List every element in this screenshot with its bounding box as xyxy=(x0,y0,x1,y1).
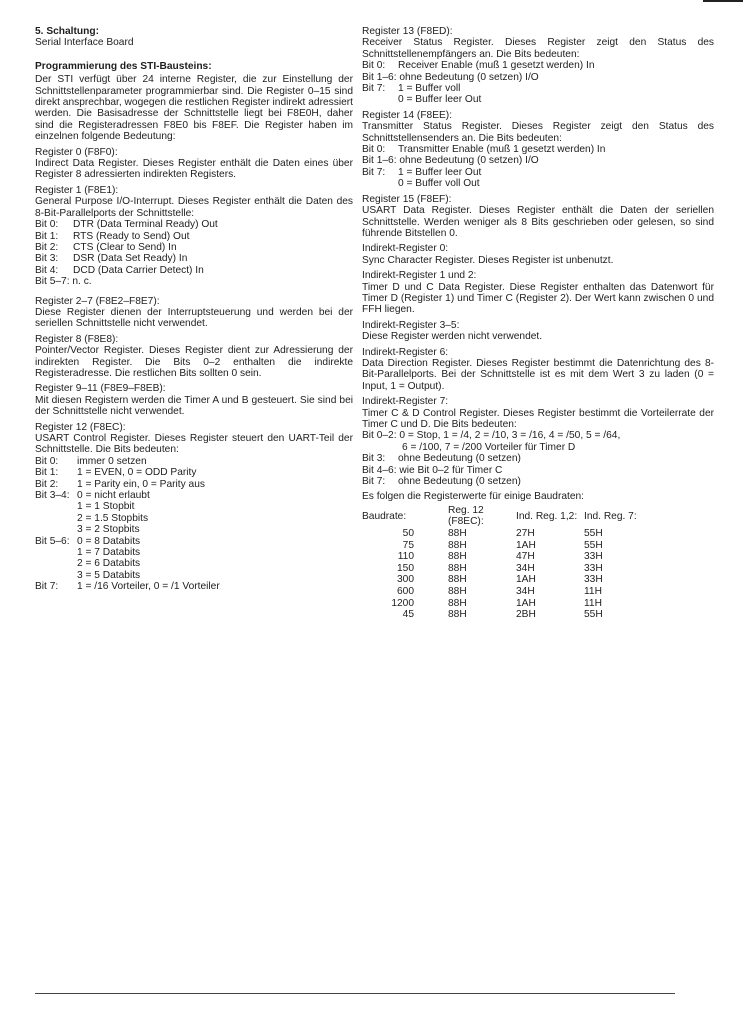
bit-row xyxy=(362,83,714,94)
table-header-row xyxy=(362,505,644,528)
register-1-title: Register 1 (F8E1): xyxy=(35,184,119,196)
bit-value: 0 = nicht erlaubt xyxy=(77,490,150,502)
bit-value: ohne Bedeutung (0 setzen) xyxy=(398,453,521,465)
bit-row xyxy=(35,490,353,501)
register-2-7-title: Register 2–7 (F8E2–F8E7): xyxy=(35,295,160,307)
section-title: 5. Schaltung: xyxy=(35,26,99,37)
table-cell: 55H xyxy=(584,539,603,551)
intro-paragraph: Der STI verfügt über 24 interne Register, die zur Einstellung der Schnittstellenparameter programmierbar sind. Die Register 0–15 sind direkt ansprechbar, wogegen die restlichen Register indirekt adressiert werden. Die Basisadresse der Schnittstelle liegt bei F8E0H, daher sind die Registeradressen F8E0 bis F8EF. Die Register haben im einzelnen folgende Bedeutung: xyxy=(35,74,353,143)
bit-value-continuation: 2 = 6 Databits xyxy=(77,558,141,570)
bit-value: 1 = Parity ein, 0 = Parity aus xyxy=(77,478,205,490)
table-cell: 88H xyxy=(448,574,467,586)
bit-value: DTR (Data Terminal Ready) Out xyxy=(73,219,218,231)
bit-row xyxy=(35,265,353,276)
bit-key: Bit 7: xyxy=(362,476,386,488)
table-cell: 34H xyxy=(516,586,535,597)
register-12-description: USART Control Register. Dieses Register steuert den UART-Teil der Schnittstelle. Die Bits bedeuten: xyxy=(35,433,353,456)
bit-key: Bit 0: xyxy=(35,455,59,467)
bit-key: Bit 7: xyxy=(362,83,386,95)
register-1-bit-list xyxy=(35,219,353,287)
table-cell: 34H xyxy=(516,562,535,574)
section-subtitle: Serial Interface Board xyxy=(35,37,134,49)
register-15-description: USART Data Register. Dieses Register enthält die Daten der seriellen Schnittstelle. Werden weniger als 8 Bits geschrieben oder gelesen, so sind führende Bitstellen 0. xyxy=(362,205,714,239)
bit-value: 1 = /16 Vorteiler, 0 = /1 Vorteiler xyxy=(77,581,220,593)
bit-key: Bit 7: xyxy=(35,581,59,593)
bit-row xyxy=(35,242,353,253)
table-row xyxy=(362,528,644,540)
indirect-register-1-2-title: Indirekt-Register 1 und 2: xyxy=(362,270,477,282)
table-cell: 45 xyxy=(402,609,414,621)
bit-value: 1 = Buffer voll xyxy=(398,83,461,95)
bit-value: DCD (Data Carrier Detect) In xyxy=(73,264,204,276)
table-cell: 600 xyxy=(397,586,414,597)
table-row xyxy=(362,551,644,563)
table-cell: 88H xyxy=(448,609,467,621)
table-cell: 1AH xyxy=(516,597,536,609)
table-cell: 110 xyxy=(397,551,414,563)
page-edge-mark xyxy=(703,0,743,2)
bit-value: ohne Bedeutung (0 setzen) xyxy=(398,476,521,488)
bit-key: Bit 4: xyxy=(35,264,59,276)
register-9-11-description: Mit diesen Registern werden die Timer A und B gesteuert. Sie sind bei der Schnittstelle nicht verwendet. xyxy=(35,394,353,418)
bit-row xyxy=(362,476,714,487)
table-row xyxy=(362,598,644,610)
bit-row xyxy=(362,167,714,178)
table-cell: 1AH xyxy=(516,574,536,586)
column-header: Baudrate: xyxy=(362,510,407,522)
bit-value: immer 0 setzen xyxy=(77,455,147,467)
bit-key: Bit 7: xyxy=(362,166,386,178)
register-13-title: Register 13 (F8ED): xyxy=(362,26,453,37)
table-cell: 75 xyxy=(402,539,414,551)
bit-key: Bit 3: xyxy=(362,453,386,465)
bit-row: Bit 0–2: 0 = Stop, 1 = /4, 2 = /10, 3 = /16, 4 = /50, 5 = /64, xyxy=(362,430,621,442)
table-cell: 55H xyxy=(584,528,603,540)
bit-row xyxy=(35,456,353,467)
table-cell: 33H xyxy=(584,551,603,563)
table-row xyxy=(362,574,644,586)
table-cell: 1AH xyxy=(516,539,536,551)
bit-key: Bit 0: xyxy=(362,60,386,72)
table-cell: 88H xyxy=(448,539,467,551)
table-cell: 27H xyxy=(516,528,535,540)
bit-value-continuation: 0 = Buffer voll Out xyxy=(398,178,480,190)
bit-key: Bit 3–4: xyxy=(35,490,70,502)
bit-row xyxy=(362,144,714,155)
bit-value-continuation: 1 = 7 Databits xyxy=(77,547,141,559)
bit-row xyxy=(362,453,714,464)
register-1-description: General Purpose I/O-Interrupt. Dieses Register enthält die Daten des 8-Bit-Parallelports der Schnittstelle: xyxy=(35,196,353,219)
register-12-title: Register 12 (F8EC): xyxy=(35,421,126,433)
table-cell: 1200 xyxy=(391,597,414,609)
indirect-register-6-description: Data Direction Register. Dieses Register bestimmt die Datenrichtung des 8-Bit-Parallelports. Bei der Schnittstelle ist es mit dem Wert 3 zu laden (0 = Input, 1 = Output). xyxy=(362,357,714,392)
bit-key: Bit 1: xyxy=(35,467,59,479)
table-cell: 11H xyxy=(584,586,602,597)
bit-key: Bit 3: xyxy=(35,253,59,265)
right-column xyxy=(362,26,714,621)
table-cell: 88H xyxy=(448,562,467,574)
bit-row: Bit 5–7: n. c. xyxy=(35,276,92,288)
bit-value-continuation: 2 = 1.5 Stopbits xyxy=(77,512,149,524)
bit-value: DSR (Data Set Ready) In xyxy=(73,253,188,265)
register-8-description: Pointer/Vector Register. Dieses Register dient zur Adressierung der indirekten Register. Die Bits 0–2 enthalten die indirekte Registeradresse. Die restlichen Bits sollten 0 sein. xyxy=(35,345,353,379)
programming-heading: Programmierung des STI-Bausteins: xyxy=(35,60,212,72)
table-row xyxy=(362,540,644,552)
bit-row: Bit 1–6: ohne Bedeutung (0 setzen) I/O xyxy=(362,71,539,83)
bit-value-continuation: 1 = 1 Stopbit xyxy=(77,501,135,513)
bit-value: Transmitter Enable (muß 1 gesetzt werden) In xyxy=(398,144,606,156)
bit-row xyxy=(35,231,353,242)
bit-value: Receiver Enable (muß 1 gesetzt werden) In xyxy=(398,60,595,72)
bit-key: Bit 1: xyxy=(35,230,59,242)
bit-key: Bit 2: xyxy=(35,478,59,490)
register-14-title: Register 14 (F8EE): xyxy=(362,109,453,121)
indirect-register-7-description: Timer C & D Control Register. Dieses Register bestimmt die Vorteilerrate der Timer C und D. Die Bits bedeuten: xyxy=(362,407,714,430)
bit-value-continuation: 0 = Buffer leer Out xyxy=(398,94,482,106)
bit-row: Bit 4–6: wie Bit 0–2 für Timer C xyxy=(362,464,503,476)
register-0-description: Indirect Data Register. Dieses Register enthält die Daten eines über Register 8 adressierten indirekten Registers. xyxy=(35,158,353,181)
indirect-register-1-2-description: Timer D und C Data Register. Diese Register enthalten das Datenwort für Timer D (Register 1) und Timer C (Register 2). Der Wert kann zwischen 0 und FFH liegen. xyxy=(362,281,714,316)
bit-row xyxy=(35,467,353,478)
bit-key: Bit 5–6: xyxy=(35,535,70,547)
table-cell: 300 xyxy=(397,574,414,586)
table-cell: 88H xyxy=(448,597,467,609)
bit-row xyxy=(35,253,353,264)
bit-row xyxy=(35,219,353,230)
register-0-title: Register 0 (F8F0): xyxy=(35,146,118,158)
column-header: Ind. Reg. 7: xyxy=(584,510,637,522)
column-header: Ind. Reg. 1,2: xyxy=(516,510,578,522)
footer-rule xyxy=(35,993,675,994)
register-13-description: Receiver Status Register. Dieses Register zeigt den Status des Schnittstellenempfängers an. Die Bits bedeuten: xyxy=(362,37,714,60)
indirect-register-6-title: Indirekt-Register 6: xyxy=(362,346,449,358)
table-cell: 88H xyxy=(448,528,467,540)
bit-key: Bit 0: xyxy=(35,219,59,231)
baud-table-intro: Es folgen die Registerwerte für einige Baudraten: xyxy=(362,491,584,503)
table-cell: 150 xyxy=(397,562,414,574)
table-cell: 55H xyxy=(584,609,603,621)
register-15-title: Register 15 (F8EF): xyxy=(362,193,452,205)
table-cell: 88H xyxy=(448,551,467,563)
table-cell: 11H xyxy=(584,597,602,609)
register-2-7-description: Diese Register dienen der Interruptsteuerung und werden bei der seriellen Schnittstelle nicht verwendet. xyxy=(35,306,353,330)
register-8-title: Register 8 (F8E8): xyxy=(35,333,119,345)
bit-value: CTS (Clear to Send) In xyxy=(73,241,177,253)
indirect-register-3-5-description: Diese Register werden nicht verwendet. xyxy=(362,331,543,343)
baud-rate-table xyxy=(362,505,644,621)
left-column xyxy=(35,26,353,593)
bit-key: Bit 2: xyxy=(35,241,59,253)
bit-value: 0 = 8 Databits xyxy=(77,535,141,547)
bit-value-continuation: 3 = 5 Databits xyxy=(77,569,141,581)
register-14-description: Transmitter Status Register. Dieses Register zeigt den Status des Schnittstellensenders an. Die Bits bedeuten: xyxy=(362,121,714,144)
bit-value-continuation: 3 = 2 Stopbits xyxy=(77,524,140,536)
table-row xyxy=(362,609,644,621)
indirect-register-0-title: Indirekt-Register 0: xyxy=(362,243,449,255)
bit-row: Bit 1–6: ohne Bedeutung (0 setzen) I/O xyxy=(362,155,539,167)
table-row xyxy=(362,586,644,598)
bit-value: 1 = EVEN, 0 = ODD Parity xyxy=(77,467,197,479)
bit-value: RTS (Ready to Send) Out xyxy=(73,230,190,242)
table-cell: 47H xyxy=(516,551,535,563)
register-12-bit-list xyxy=(35,456,353,593)
table-cell: 2BH xyxy=(516,609,536,621)
table-cell: 33H xyxy=(584,562,603,574)
bit-row xyxy=(35,581,353,592)
table-cell: 33H xyxy=(584,574,603,586)
bit-row xyxy=(35,536,353,547)
table-cell: 50 xyxy=(402,528,414,540)
bit-value: 1 = Buffer leer Out xyxy=(398,166,482,178)
indirect-register-0-description: Sync Character Register. Dieses Register ist unbenutzt. xyxy=(362,254,614,266)
bit-row xyxy=(362,60,714,71)
column-header: Reg. 12 (F8EC): xyxy=(448,504,484,528)
indirect-register-3-5-title: Indirekt-Register 3–5: xyxy=(362,319,460,331)
bit-value-continuation: 6 = /100, 7 = /200 Vorteiler für Timer D xyxy=(402,441,576,453)
register-9-11-title: Register 9–11 (F8E9–F8EB): xyxy=(35,383,166,395)
bit-row xyxy=(35,479,353,490)
table-cell: 88H xyxy=(448,586,467,597)
table-row xyxy=(362,563,644,575)
indirect-register-7-title: Indirekt-Register 7: xyxy=(362,396,449,408)
bit-key: Bit 0: xyxy=(362,144,386,156)
